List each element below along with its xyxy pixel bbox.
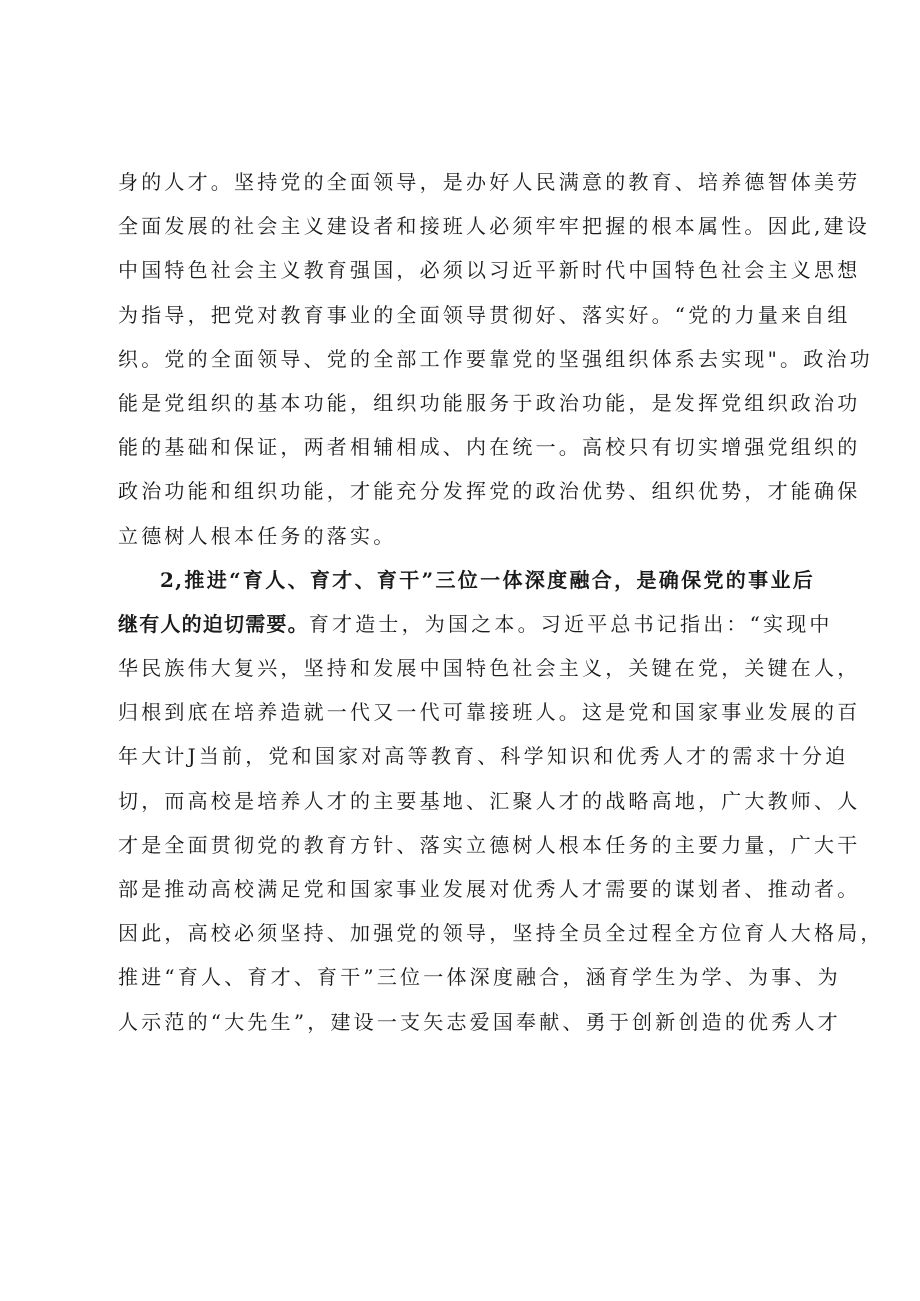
text-line: 归根到底在培养造就一代又一代可靠接班人。这是党和国家事业发展的百 (118, 700, 861, 725)
text-line: 全面发展的社会主义建设者和接班人必须牢牢把握的根本属性。因此,建设 (118, 214, 870, 239)
text-line (118, 602, 833, 646)
paragraph-1 (118, 160, 873, 558)
section-heading-continued: 继有人的迫切需要。 (118, 611, 309, 636)
text-line: 能是党组织的基本功能，组织功能服务于政治功能，是发挥党组织政治功 (118, 390, 861, 415)
section-heading: 2,推进“育人、育才、育干”三位一体深度融合，是确保党的事业后 (160, 567, 814, 592)
text-line: 中国特色社会主义教育强国，必须以习近平新时代中国特色社会主义思想 (118, 258, 861, 283)
text-line: 织。党的全面领导、党的全部工作要靠党的坚强组织体系去实现"。政治功 (118, 346, 873, 371)
text-line: 才是全面贯彻党的教育方针、落实立德树人根本任务的主要力量，广大干 (118, 832, 861, 857)
text-line: 能的基础和保证，两者相辅相成、内在统一。高校只有切实增强党组织的 (118, 435, 861, 460)
text-line: 部是推动高校满足党和国家事业发展对优秀人才需要的谋划者、推动者。 (118, 877, 861, 901)
paragraph-2 (118, 558, 884, 1044)
text-line: 身的人才。坚持党的全面领导，是办好人民满意的教育、培养德智体美劳 (118, 170, 861, 194)
text-line: 年大计J当前，党和国家对高等教育、科学知识和优秀人才的需求十分迫 (118, 744, 849, 769)
text-span: 育才造士，为国之本。习近平总书记指出：“实现中 (308, 611, 833, 636)
text-line: 华民族伟大复兴，坚持和发展中国特色社会主义，关键在党，关键在人， (118, 656, 861, 681)
text-line: 因此，高校必须坚持、加强党的领导，坚持全员全过程全方位育人大格局， (118, 921, 884, 946)
text-line: 立德树人根本任务的落实。 (118, 523, 397, 548)
text-line: 政治功能和组织功能，才能充分发挥党的政治优势、组织优势，才能确保 (118, 479, 861, 504)
text-line: 人示范的“大先生”，建设一支矢志爱国奉献、勇于创新创造的优秀人才 (118, 1009, 841, 1034)
text-line: 切，而高校是培养人才的主要基地、汇聚人才的战略高地，广大教师、人 (118, 788, 861, 813)
text-line: 为指导，把党对教育事业的全面领导贯彻好、落实好。“党的力量来自组 (118, 302, 851, 327)
text-line: 推进“育人、育才、育干”三位一体深度融合，涵育学生为学、为事、为 (118, 965, 841, 990)
document-page (118, 160, 884, 1044)
